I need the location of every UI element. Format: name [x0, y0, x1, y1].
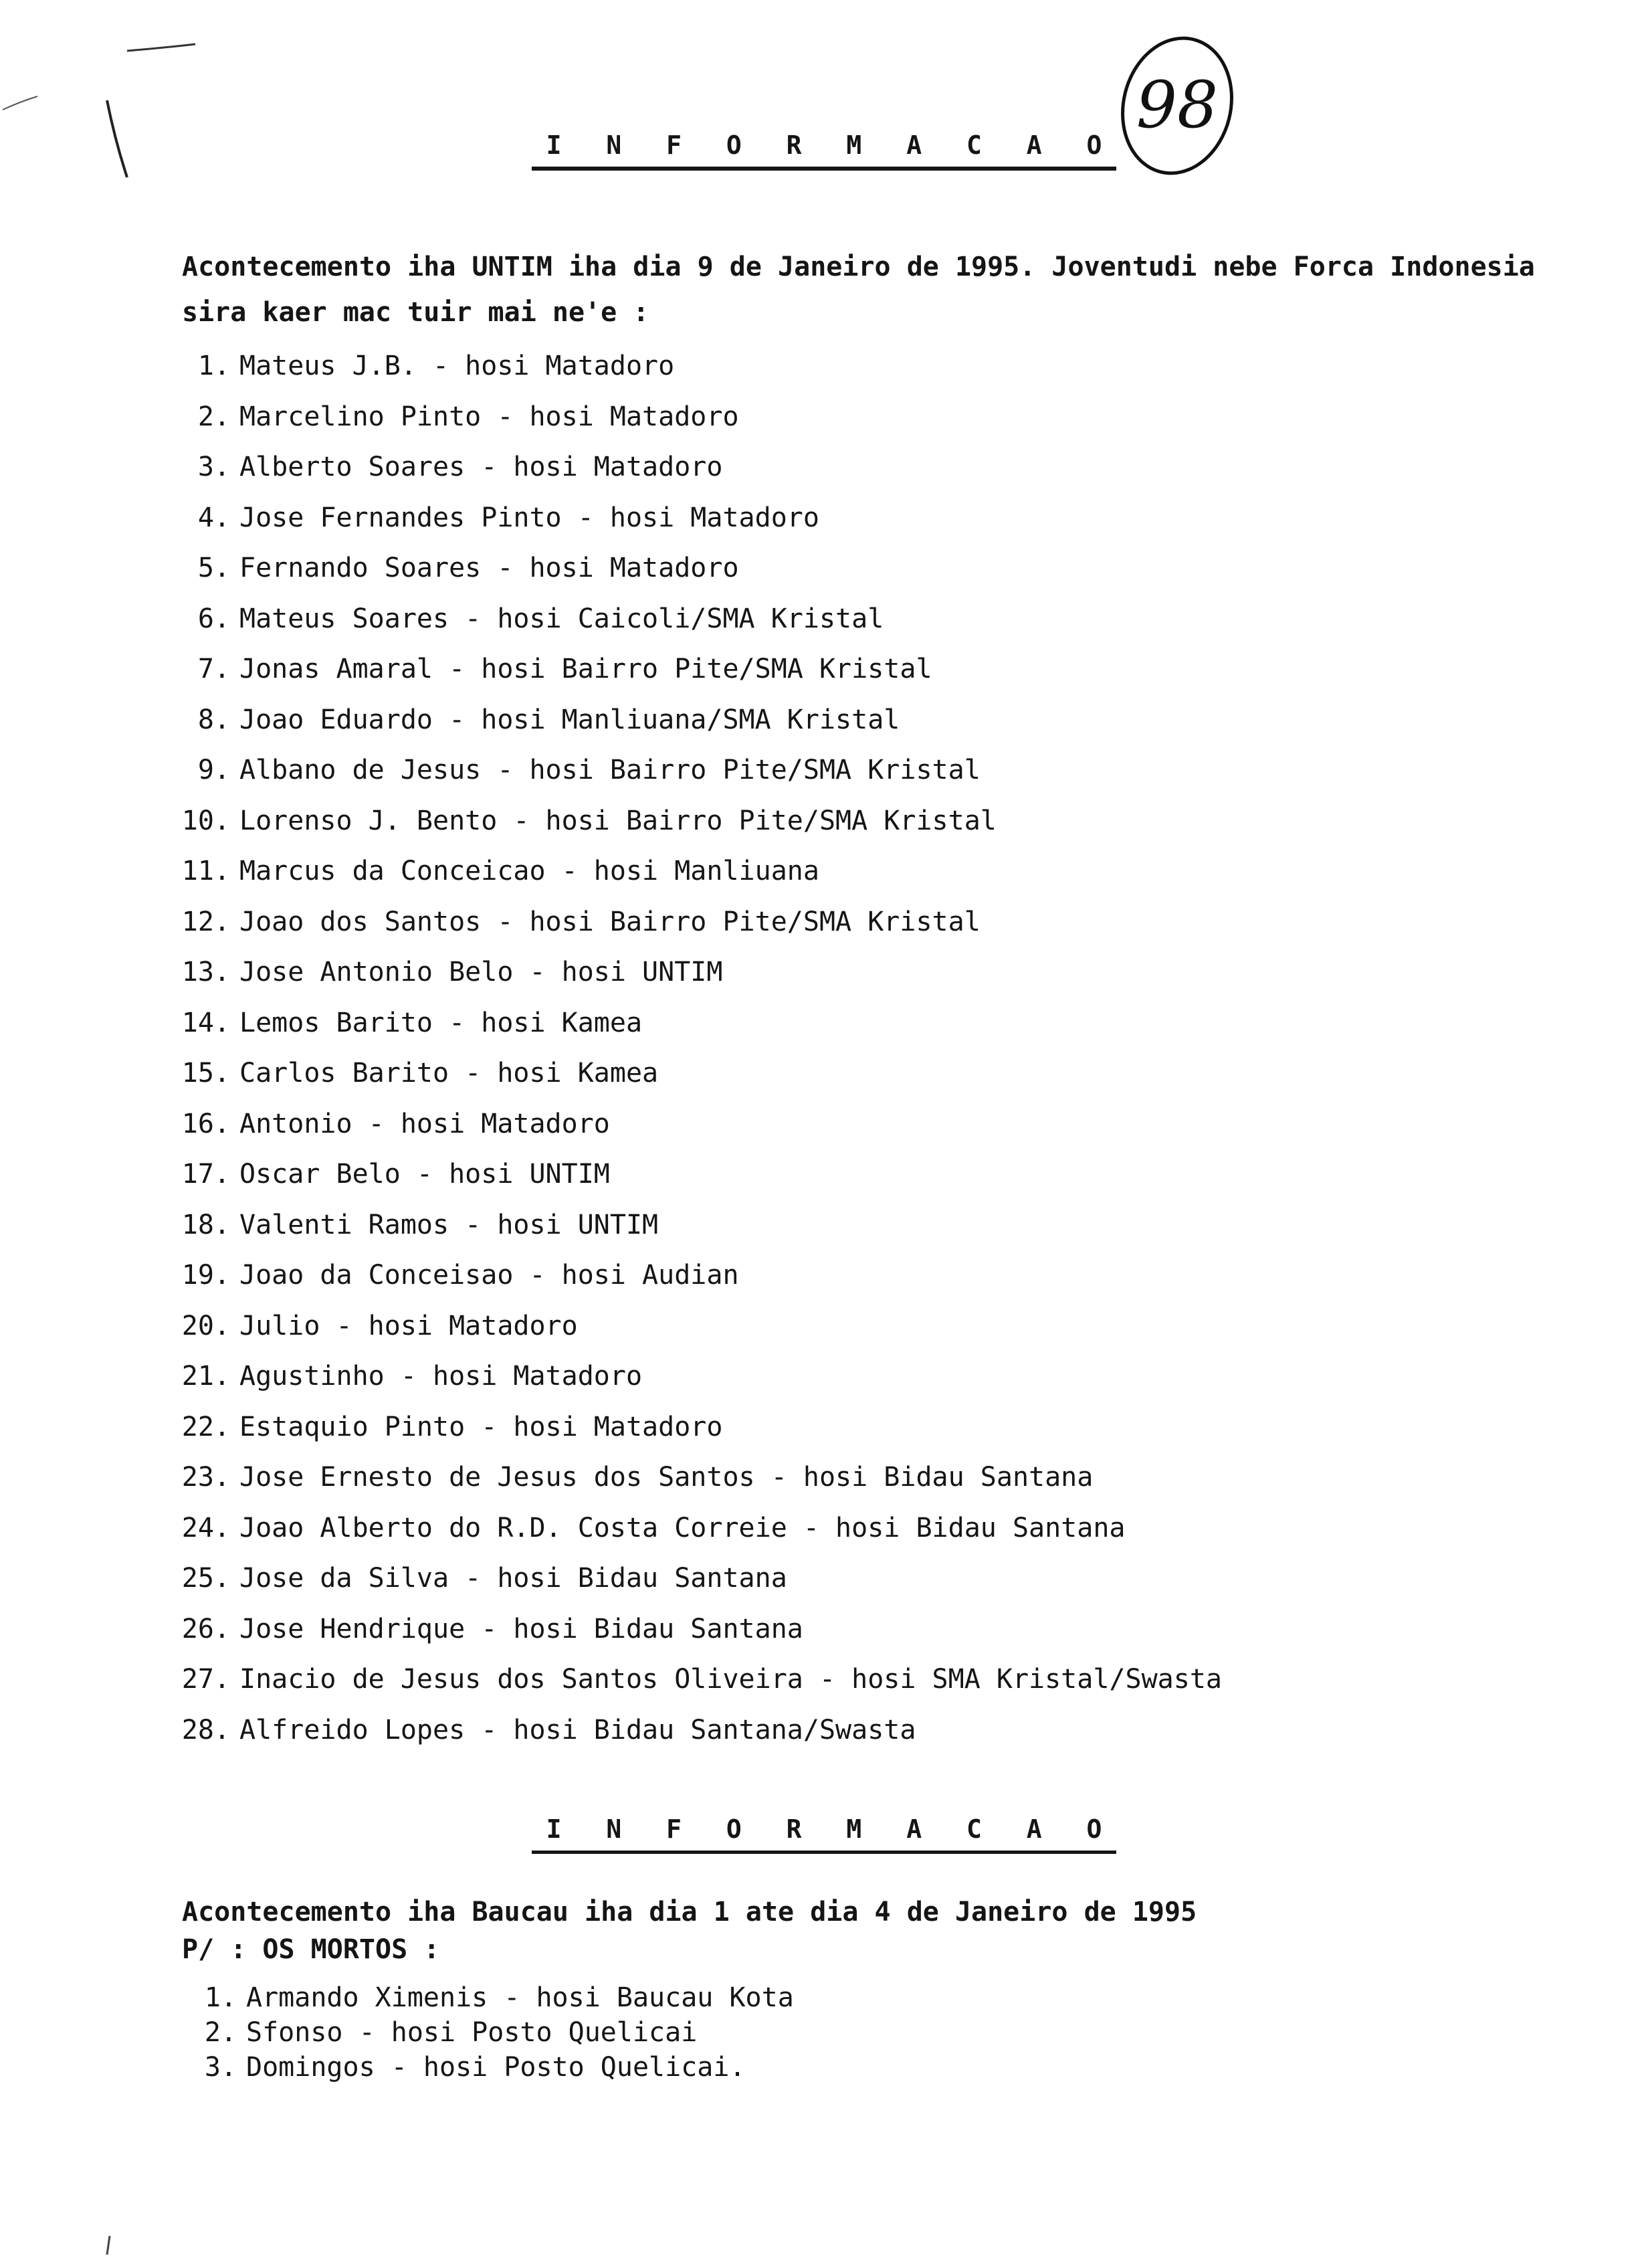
list-item-text: Joao Eduardo - hosi Manliuana/SMA Kristal [239, 704, 900, 735]
list-item-number: 22. [181, 1411, 230, 1442]
list-item-number: 5. [197, 553, 230, 583]
list-item-text: Jose Ernesto de Jesus dos Santos - hosi Bidau Santana [239, 1462, 1094, 1493]
list-item-text: Armando Ximenis - hosi Baucau Kota [246, 1982, 794, 2013]
section1-heading: I N F O R M A C A O [0, 130, 1648, 171]
list-item-number: 1. [204, 1982, 237, 2013]
list-item-number: 26. [181, 1613, 230, 1644]
list-item [169, 1705, 1222, 1756]
list-item [169, 897, 1222, 948]
list-item-number: 21. [181, 1361, 230, 1392]
section2-heading: I N F O R M A C A O [0, 1814, 1648, 1854]
list-item [169, 745, 1222, 796]
list-item [169, 442, 1222, 493]
section1-intro-line1: Acontecemento iha UNTIM iha dia 9 de Janeiro de 1995. Joventudi nebe Forca Indonesia [182, 252, 1535, 282]
list-item-text: Joao dos Santos - hosi Bairro Pite/SMA Kristal [239, 906, 981, 937]
list-item-text: Mateus J.B. - hosi Matadoro [239, 351, 675, 381]
list-item [169, 1503, 1222, 1554]
list-item [169, 1099, 1222, 1150]
list-item-number: 23. [181, 1462, 230, 1493]
list-item [169, 998, 1222, 1049]
list-item [169, 1655, 1222, 1705]
list-item [169, 1604, 1222, 1655]
list-item [169, 1149, 1222, 1200]
list-item [169, 1452, 1222, 1503]
list-item [175, 2015, 794, 2050]
list-item-text: Alberto Soares - hosi Matadoro [239, 452, 723, 482]
list-item [169, 392, 1222, 443]
list-item-text: Marcus da Conceicao - hosi Manliuana [239, 856, 819, 886]
list-item-number: 7. [197, 654, 230, 684]
list-item [169, 796, 1222, 847]
list-item-number: 9. [197, 755, 230, 785]
list-item-text: Valenti Ramos - hosi UNTIM [239, 1209, 659, 1240]
list-item-number: 15. [181, 1058, 230, 1089]
list-item [169, 1351, 1222, 1402]
list-item-number: 4. [197, 502, 230, 533]
list-item-text: Albano de Jesus - hosi Bairro Pite/SMA Kristal [239, 755, 981, 785]
list-item-text: Antonio - hosi Matadoro [239, 1108, 610, 1139]
list-item-number: 28. [181, 1714, 230, 1745]
list-item-text: Jose Hendrique - hosi Bidau Santana [239, 1613, 803, 1644]
list-item-text: Oscar Belo - hosi UNTIM [239, 1159, 610, 1190]
list-item-text: Jose Fernandes Pinto - hosi Matadoro [239, 502, 819, 533]
list-item-number: 14. [181, 1007, 230, 1038]
list-item-text: Jonas Amaral - hosi Bairro Pite/SMA Kristal [239, 654, 932, 684]
list-item-text: Joao da Conceisao - hosi Audian [239, 1260, 739, 1291]
list-item [169, 695, 1222, 746]
list-item [175, 2050, 794, 2085]
list-item-number: 16. [181, 1108, 230, 1139]
section2-intro-line2: P/ : OS MORTOS : [182, 1934, 440, 1965]
list-item-text: Lorenso J. Bento - hosi Bairro Pite/SMA Kristal [239, 805, 997, 836]
list-item-number: 13. [181, 957, 230, 987]
list-item [169, 594, 1222, 645]
list-item-number: 25. [181, 1563, 230, 1594]
list-item-number: 2. [204, 2017, 237, 2048]
list-item-text: Julio - hosi Matadoro [239, 1310, 578, 1341]
list-item-number: 20. [181, 1310, 230, 1341]
list-item [169, 1553, 1222, 1604]
list-item-text: Carlos Barito - hosi Kamea [239, 1058, 659, 1089]
list-item [169, 493, 1222, 544]
section1-intro [182, 244, 1620, 335]
list-item-number: 24. [181, 1512, 230, 1543]
stamp-number: 98 [1136, 68, 1219, 143]
list-item-number: 18. [181, 1209, 230, 1240]
list-item-text: Domingos - hosi Posto Quelicai. [246, 2052, 746, 2083]
list-item-number: 1. [197, 351, 230, 381]
list-item [169, 543, 1222, 594]
list-item [169, 846, 1222, 897]
list-item-text: Mateus Soares - hosi Caicoli/SMA Kristal [239, 603, 884, 634]
list-item-number: 6. [197, 603, 230, 634]
scan-mark-bottom-left [100, 2235, 120, 2261]
list-item-text: Fernando Soares - hosi Matadoro [239, 553, 739, 583]
list-item-number: 11. [181, 856, 230, 886]
list-item [169, 341, 1222, 392]
list-item-text: Agustinho - hosi Matadoro [239, 1361, 643, 1392]
section1-list [169, 341, 1222, 1756]
list-item-text: Sfonso - hosi Posto Quelicai [246, 2017, 698, 2048]
list-item-number: 3. [204, 2052, 237, 2083]
list-item-number: 27. [181, 1664, 230, 1695]
list-item-number: 3. [197, 452, 230, 482]
list-item [169, 1301, 1222, 1352]
section2-intro-line1: Acontecemento iha Baucau iha dia 1 ate dia 4 de Janeiro de 1995 [182, 1897, 1197, 1927]
list-item-number: 8. [197, 704, 230, 735]
section1-intro-line2: sira kaer mac tuir mai ne'e : [182, 297, 649, 328]
list-item-number: 2. [197, 401, 230, 432]
list-item-text: Joao Alberto do R.D. Costa Correie - hosi Bidau Santana [239, 1512, 1126, 1543]
section2-list [175, 1980, 794, 2085]
list-item-text: Marcelino Pinto - hosi Matadoro [239, 401, 739, 432]
list-item [169, 947, 1222, 998]
list-item [169, 1250, 1222, 1301]
list-item-text: Inacio de Jesus dos Santos Oliveira - hosi SMA Kristal/Swasta [239, 1664, 1223, 1695]
list-item [169, 644, 1222, 695]
list-item [169, 1402, 1222, 1453]
list-item-text: Alfreido Lopes - hosi Bidau Santana/Swasta [239, 1714, 916, 1745]
list-item-text: Estaquio Pinto - hosi Matadoro [239, 1411, 723, 1442]
list-item-text: Jose Antonio Belo - hosi UNTIM [239, 957, 723, 987]
list-item-number: 19. [181, 1260, 230, 1291]
section2-intro [182, 1893, 1620, 1968]
list-item [169, 1048, 1222, 1099]
list-item-text: Lemos Barito - hosi Kamea [239, 1007, 643, 1038]
list-item-number: 12. [181, 906, 230, 937]
list-item-text: Jose da Silva - hosi Bidau Santana [239, 1563, 787, 1594]
list-item [169, 1200, 1222, 1251]
list-item-number: 10. [181, 805, 230, 836]
list-item [175, 1980, 794, 2015]
list-item-number: 17. [181, 1159, 230, 1190]
